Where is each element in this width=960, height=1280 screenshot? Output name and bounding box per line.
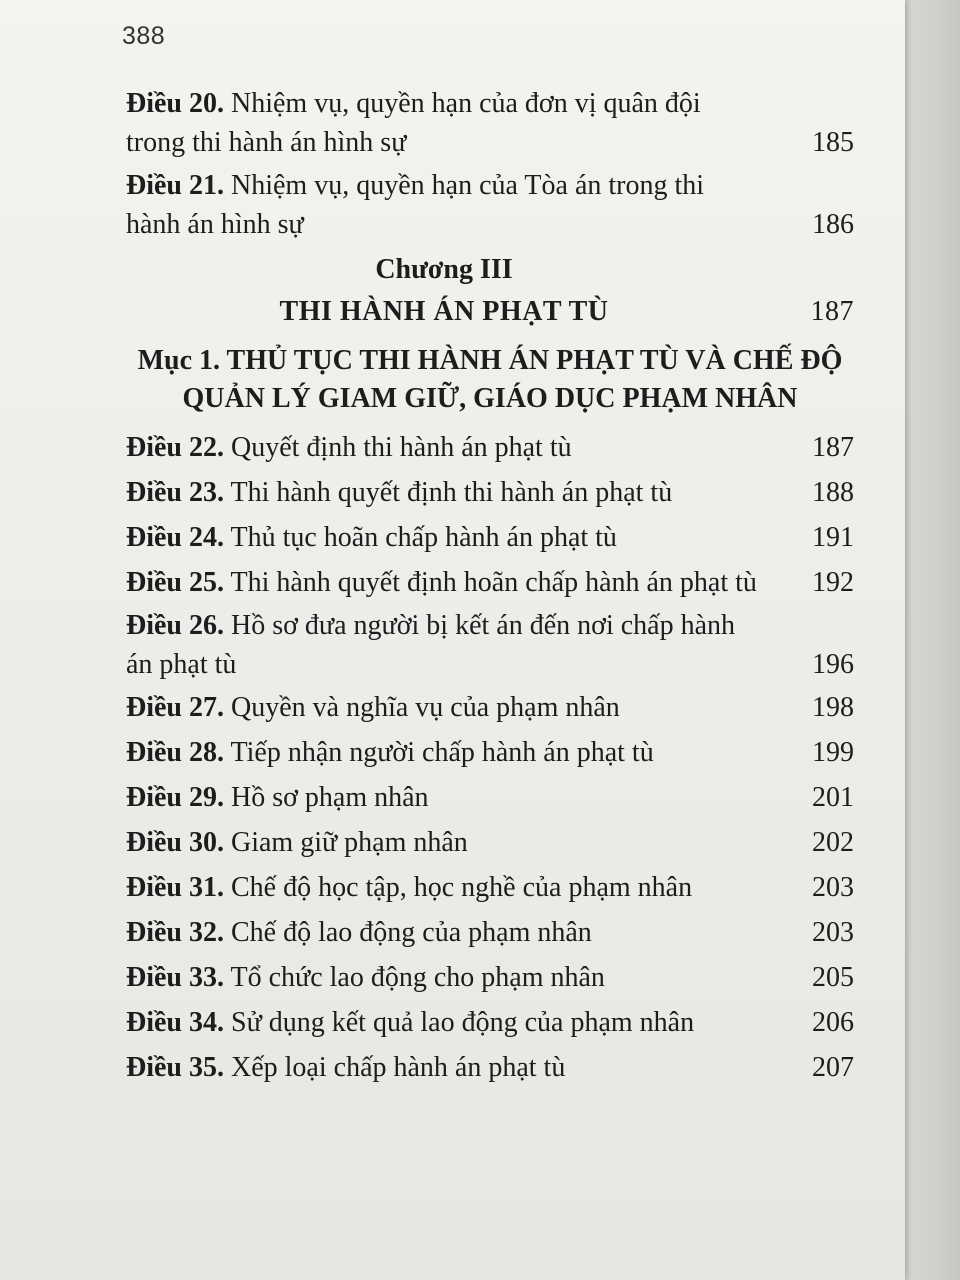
entry-label: Điều 29. [126,782,224,813]
entry-label: Điều 27. [126,692,224,723]
entry-label: Điều 33. [126,962,224,993]
entry-label: Điều 20. [126,88,224,119]
entry-text: Hồ sơ phạm nhân [231,782,429,813]
chapter-number: Chương III [375,254,513,285]
chapter-title-text: THI HÀNH ÁN PHẠT TÙ [279,296,609,327]
toc-entry-dieu-30 [126,823,854,862]
entry-page: 203 [812,917,854,948]
entry-text: Nhiệm vụ, quyền hạn của Tòa án trong thi hành án hình sự [126,170,705,240]
entry-label: Điều 22. [126,432,224,463]
page-number: 388 [122,22,166,50]
entry-label: Điều 31. [126,872,224,903]
entry-label: Điều 30. [126,827,224,858]
entry-label: Điều 28. [126,737,224,768]
entry-text: Hồ sơ đưa người bị kết án đến nơi chấp hành án phạt tù [126,610,735,680]
entry-page: 201 [812,782,854,813]
entry-text: Chế độ lao động của phạm nhân [231,917,592,948]
entry-text: Xếp loại chấp hành án phạt tù [231,1052,566,1083]
entry-label: Điều 34. [126,1007,224,1038]
entry-page: 196 [812,649,854,680]
toc-entry-dieu-23 [126,473,854,512]
entry-page: 207 [812,1052,854,1083]
entry-page: 199 [812,737,854,768]
toc-entry-dieu-24 [126,518,854,557]
toc-entry-dieu-21 [126,166,854,244]
table-of-contents [126,84,854,1093]
section-heading: Mục 1. THỦ TỤC THI HÀNH ÁN PHẠT TÙ VÀ CHẾ ĐỘ QUẢN LÝ GIAM GIỮ, GIÁO DỤC PHẠM NHÂN [137,345,843,414]
chapter-title [126,290,854,334]
entry-page: 187 [812,432,854,463]
entry-page: 206 [812,1007,854,1038]
toc-entry-dieu-33 [126,958,854,997]
entry-text: Thi hành quyết định hoãn chấp hành án phạt tù [230,567,757,598]
entry-label: Điều 26. [126,610,224,641]
entry-page: 192 [812,567,854,598]
entry-label: Điều 35. [126,1052,224,1083]
entry-text: Chế độ học tập, học nghề của phạm nhân [231,872,693,903]
entry-text: Tiếp nhận người chấp hành án phạt tù [230,737,654,768]
entry-text: Giam giữ phạm nhân [231,827,468,858]
entry-page: 202 [812,827,854,858]
toc-entry-dieu-20 [126,84,854,162]
entry-page: 188 [812,477,854,508]
toc-entry-dieu-34 [126,1003,854,1042]
entry-page: 186 [812,209,854,240]
entry-page: 198 [812,692,854,723]
entry-label: Điều 24. [126,522,224,553]
entry-page: 205 [812,962,854,993]
entry-text: Thi hành quyết định thi hành án phạt tù [230,477,673,508]
entry-text: Tổ chức lao động cho phạm nhân [230,962,605,993]
toc-entry-dieu-31 [126,868,854,907]
toc-entry-dieu-32 [126,913,854,952]
entry-text: Quyền và nghĩa vụ của phạm nhân [231,692,620,723]
toc-entry-dieu-29 [126,778,854,817]
toc-entry-dieu-27 [126,688,854,727]
entry-label: Điều 25. [126,567,224,598]
toc-entry-dieu-25 [126,563,854,602]
entry-page: 185 [812,127,854,158]
entry-text: Nhiệm vụ, quyền hạn của đơn vị quân đội trong thi hành án hình sự [126,88,701,158]
entry-page: 203 [812,872,854,903]
entry-page: 191 [812,522,854,553]
toc-entry-dieu-26 [126,606,854,684]
toc-entry-dieu-35 [126,1048,854,1087]
toc-entry-dieu-28 [126,733,854,772]
chapter-page: 187 [810,296,854,327]
entry-label: Điều 21. [126,170,224,201]
entry-label: Điều 23. [126,477,224,508]
entry-label: Điều 32. [126,917,224,948]
toc-entry-dieu-22 [126,428,854,467]
entry-text: Sử dụng kết quả lao động của phạm nhân [231,1007,695,1038]
entry-text: Quyết định thi hành án phạt tù [231,432,572,463]
entry-text: Thủ tục hoãn chấp hành án phạt tù [230,522,617,553]
background-surface [900,0,960,1280]
